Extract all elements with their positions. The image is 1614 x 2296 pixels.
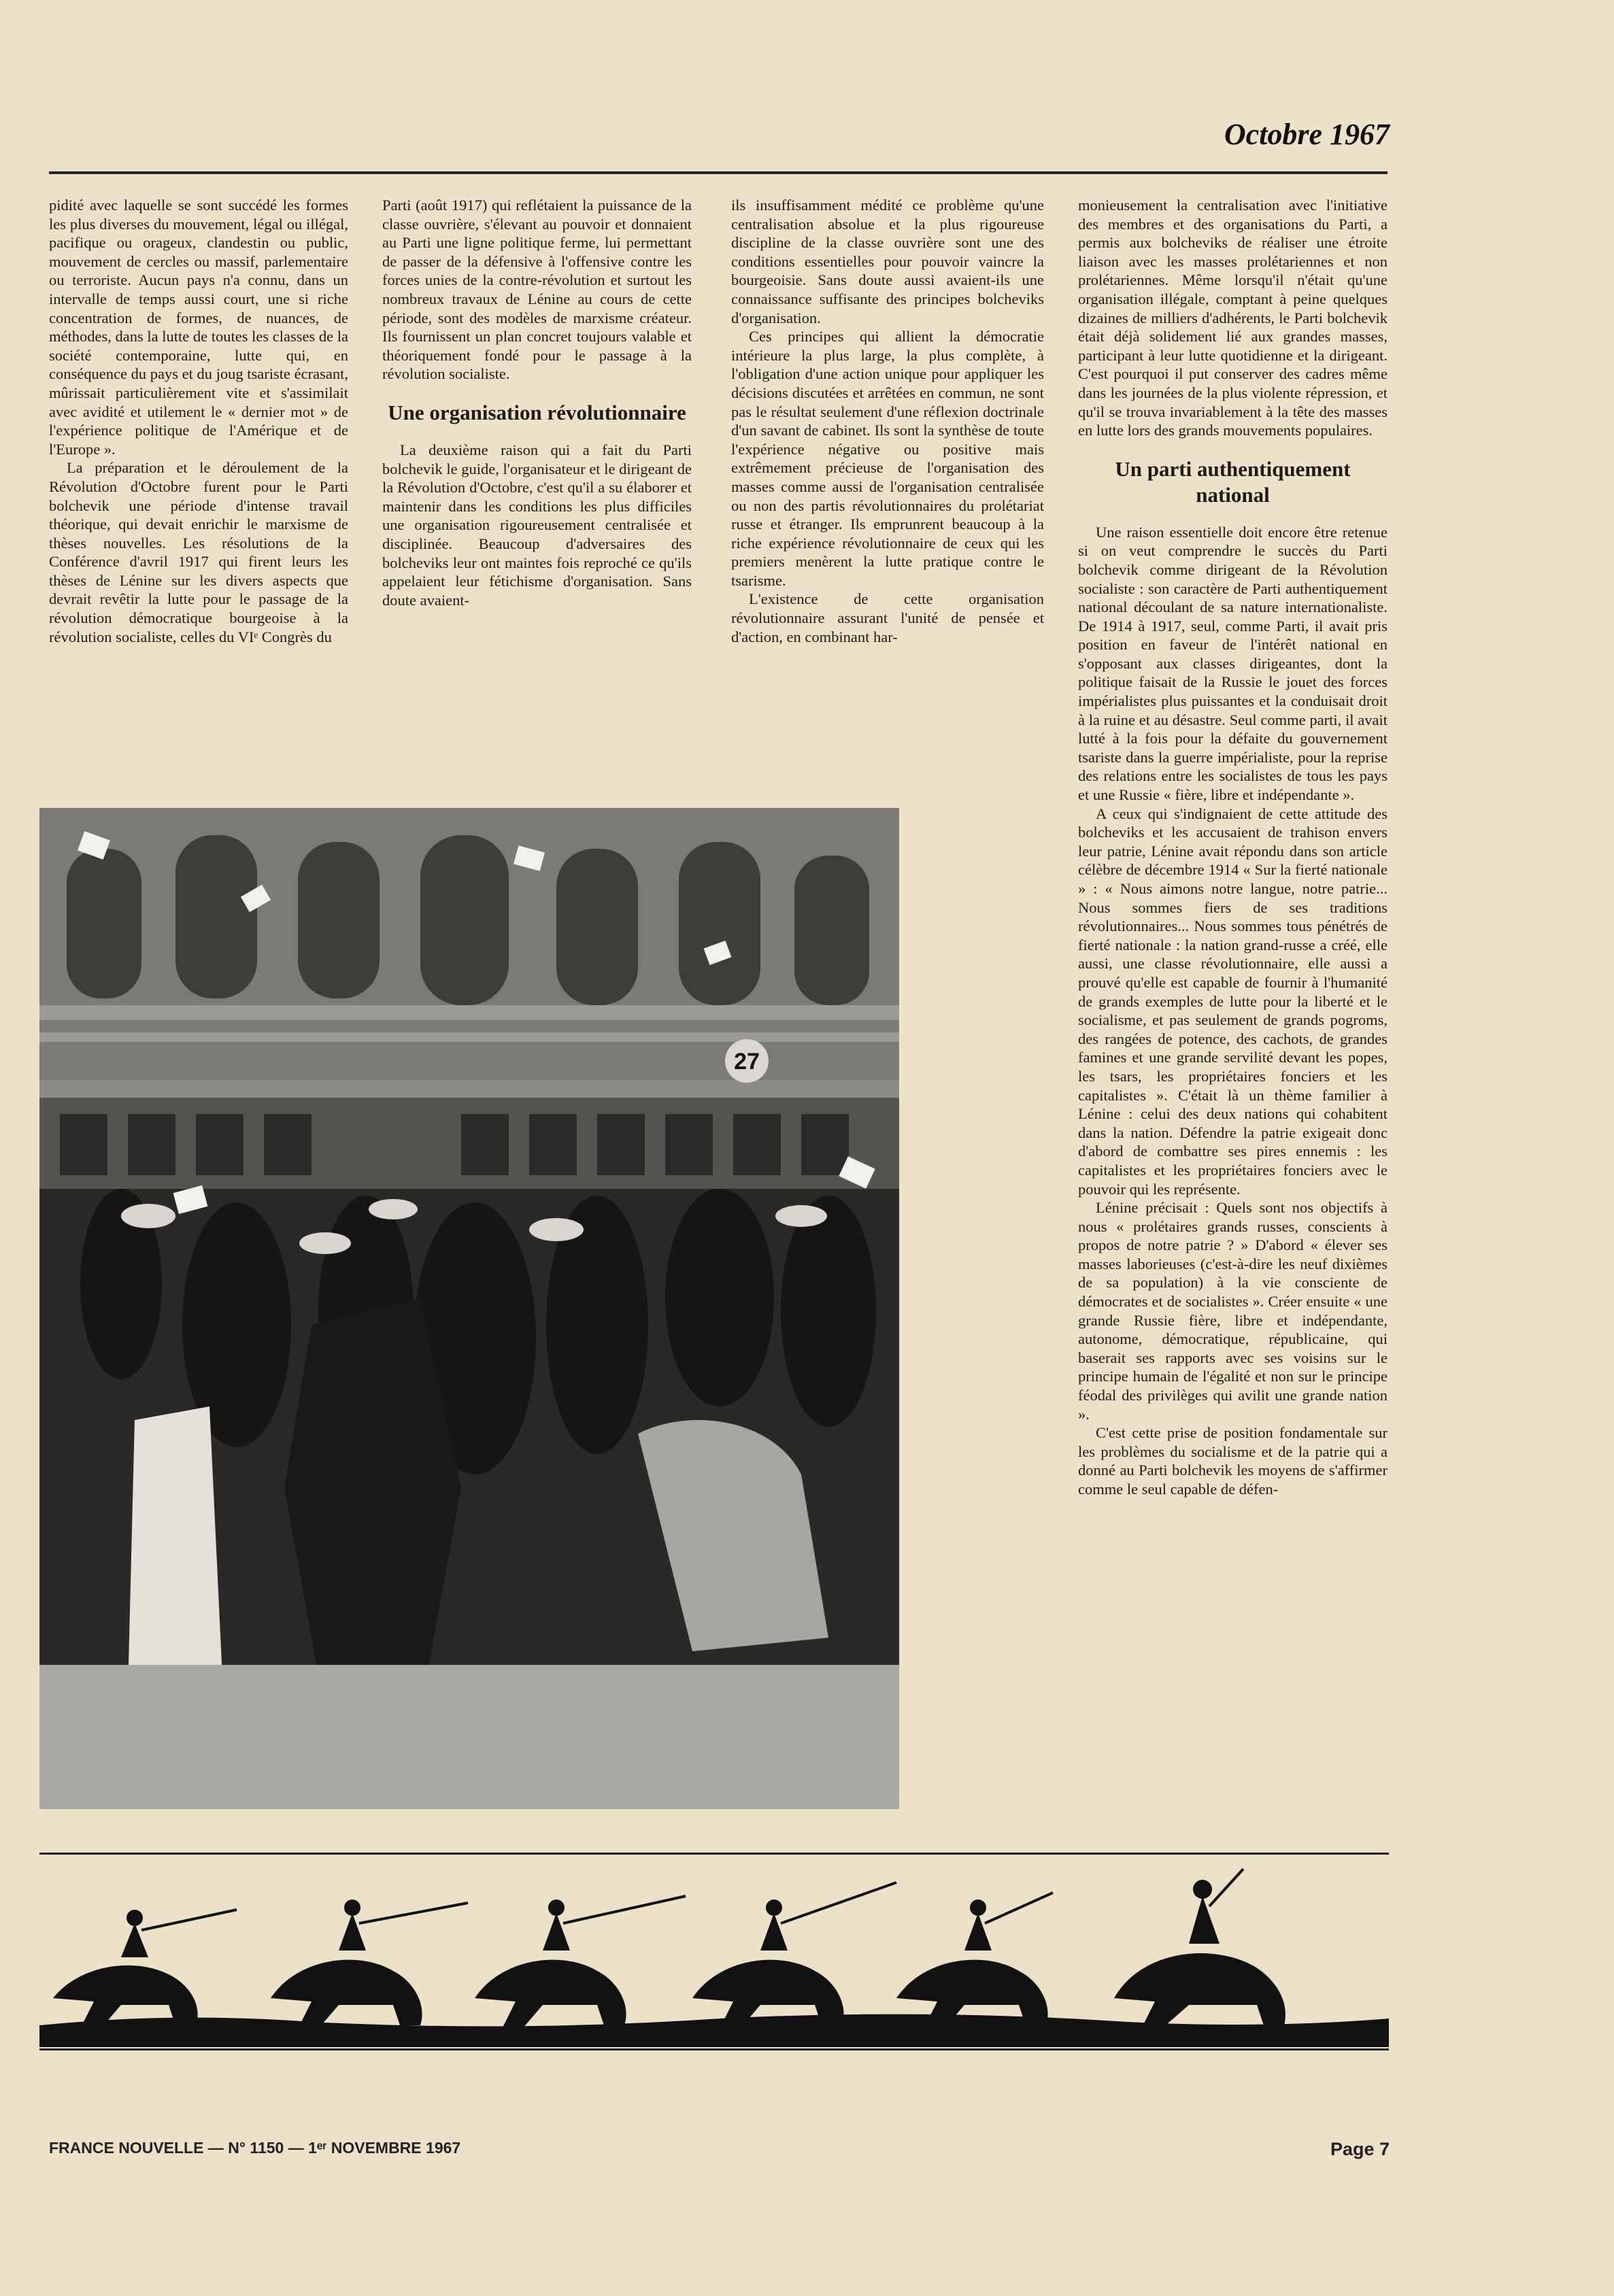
paragraph: Parti (août 1917) qui reflétaient la puissance de la classe ouvrière, s'élevant au pouvoir et donnaient au Parti une ligne politique ferme, lui permettant de passer de la défensive à l'offensive contre les forces unies de la contre-révolution et surtout les nombreux travaux de Lénine au cours de cette période, sont des modèles de marxisme créateur. Ils fournissent un plan concret toujours valable et théoriquement fondé pour le passage à la révolution socialiste. [382,197,692,383]
paragraph: La deuxième raison qui a fait du Parti bolchevik le guide, l'organisateur et le dirigeant de la Révolution d'Octobre, c'est qu'il a su élaborer et maintenir dans les conditions les plus difficiles une organisation rigoureusement centralisée et disciplinée. Beaucoup d'adversaires des bolcheviks leur ont maintes fois reproché ce qu'ils appelaient leur fétichisme d'organisation. Sans doute avaient- [382,441,692,609]
crowd-photo [39,808,899,1809]
footer-publication: FRANCE NOUVELLE — N° 1150 — 1ᵉʳ NOVEMBRE 1967 [49,2139,461,2157]
header-rule [49,171,1388,174]
paragraph: L'existence de cette organisation révolutionnaire assurant l'unité de pensée et d'action, en combinant har- [731,590,1044,645]
frieze-bottom-rule [39,2048,1389,2050]
section-heading: Une organisation révolutionnaire [388,400,686,424]
crowd-photo-drawing [39,808,899,1809]
section-heading: Un parti authentiquement national [1115,456,1351,507]
page-date: Octobre 1967 [1224,118,1390,151]
paragraph: Ces principes qui allient la démocratie intérieure la plus large, la plus complète, à l'obligation d'une action unique pour appliquer les décisions discutées et arrêtées en commun, ne sont pas le résultat seulement d'une réflexion doctrinale d'un savant de cabinet. Ils sont la synthèse de toute l'expérience négative ou positive mais extrêmement précieuse de l'organisation des masses comme aussi de l'organisation centralisée ou non des partis révolutionnaires du prolétariat russe et étranger. Ils emprunrent beaucoup à la riche expérience révolutionnaire de ceux qui les premiers menèrent la lutte pratique contre le tsarisme. [731,328,1044,589]
paragraph: ils insuffisamment médité ce problème qu'une centralisation absolue et la plus rigoureuse discipline de la classe ouvrière sont une des conditions essentielles pour pouvoir vaincre la bourgeoisie. Sans doute aussi avaient-ils une connaissance suffisante des principes bolcheviks d'organisation. [731,197,1044,326]
paragraph: pidité avec laquelle se sont succédé les formes les plus diverses du mouvement, légal ou illégal, pacifique ou orageux, clandestin ou public, mouvement de cercles ou massif, parlementaire ou terroriste. Aucun pays n'a connu, dans un intervalle de temps aussi court, une si riche concentration de formes, de nuances, de méthodes, dans la lutte de toutes les classes de la société contemporaine, lutte qui, en conséquence du pays et du joug tsariste écrasant, mûrissait particulièrement vite et s'assimilait avec avidité et utilement le « dernier mot » de l'expérience politique de l'Amérique et de l'Europe ». [49,197,348,458]
cavalry-silhouettes [39,1855,1389,2047]
paragraph: Lénine précisait : Quels sont nos objectifs à nous « prolétaires grands russes, conscients à propos de notre patrie ? » D'abord « élever ses masses laborieuses (c'est-à-dire les neuf dixièmes de sa population) à la vie consciente de démocrates et de socialistes ». Créer ensuite « une grande Russie fière, libre et indépendante, autonome, démocratique, républicaine, qui baserait ses rapports avec ses voisins sur le principe humain de l'égalité et non sur le principe féodal des privilèges qui avilit une grande nation ». [1078,1199,1388,1423]
paragraph: Une raison essentielle doit encore être retenue si on veut comprendre le succès du Parti bolchevik comme dirigeant de la Révolution socialiste : son caractère de Parti authentiquement national découlant de sa nature internationaliste. De 1914 à 1917, seul, comme Parti, il avait pris position en faveur de l'intérêt national en s'opposant aux classes dirigeantes, dont la politique faisait de la Russie le jouet des forces impérialistes plus puissantes et la conduisait droit à la ruine et au désastre. Seul comme parti, il avait lutté à la fois pour la défaite du gouvernement tsariste dans la guerre impérialiste, pour la reprise des relations entre les socialistes de tous les pays et une Russie « fière, libre et indépendante ». [1078,523,1388,804]
frieze-top-rule [39,1853,1389,1855]
footer-page-number: Page 7 [1330,2139,1390,2159]
cavalry-frieze [39,1855,1389,2047]
text-column-1 [49,196,348,794]
paragraph: monieusement la centralisation avec l'initiative des membres et des organisations du Parti, a permis aux bolcheviks de réaliser une étroite liaison avec les masses prolétariennes et non prolétariennes. Même lorsqu'il n'était qu'une organisation illégale, comptant à peine quelques dizaines de milliers d'adhérents, le Parti bolchevik était déjà solidement lié aux grandes masses, participant à leur lutte quotidienne et la dirigeant. C'est pourquoi il put conserver des cadres même dans les journées de la plus violente répression, et qu'il se trouva invariablement à la tête des masses en lutte lors des grands mouvements populaires. [1078,197,1388,439]
paragraph: A ceux qui s'indignaient de cette attitude des bolcheviks et les accusaient de trahison envers leur patrie, Lénine avait répondu dans son article célèbre de décembre 1914 « Sur la fierté nationale » : « Nous aimons notre langue, notre patrie... Nous sommes fiers de ses traditions révolutionnaires... Nous sommes tous pénétrés de fierté nationale : la nation grand-russe a créé, elle aussi, une classe révolutionnaire, elle aussi a prouvé qu'elle est capable de fournir à l'humanité de grands exemples de lutte pour la liberté et le socialisme, et pas seulement de grands pogroms, des rangées de potence, des cachots, de grandes famines et une grande servilité devant les popes, les tsars, les propriétaires fonciers et les capitalistes ». C'était là un thème familier à Lénine : celui des deux nations qui cohabitent dans la nation. Défendre la patrie exigeait donc d'abord de combattre ses pires ennemis : les capitalistes et les propriétaires fonciers avec le pouvoir qui les représente. [1078,805,1388,1198]
tram-number: 27 [734,1049,760,1075]
paragraph: C'est cette prise de position fondamentale sur les problèmes du socialisme et de la patrie qui a donné au Parti bolchevik les moyens de s'affirmer comme le seul capable de défen- [1078,1424,1388,1498]
paragraph: La préparation et le déroulement de la Révolution d'Octobre furent pour le Parti bolchevik une période d'intense travail théorique, qui devait enrichir le marxisme de thèses nouvelles. Les résolutions de la Conférence d'avril 1917 qui firent leurs les thèses de Lénine sur les divers aspects que devrait revêtir la lutte pour le passage de la révolution démocratique bourgeoise à la révolution socialiste, celles du VIᵉ Congrès du [49,459,348,645]
text-column-4 [1078,196,1388,1828]
text-column-3 [731,196,1044,740]
